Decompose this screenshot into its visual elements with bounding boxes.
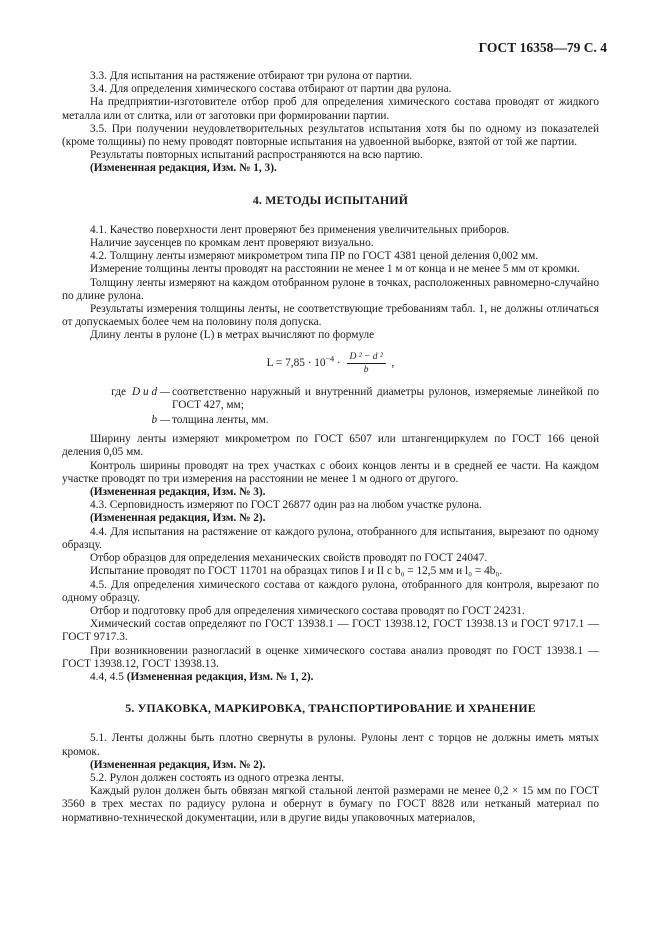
edition-note: (Измененная редакция, Изм. № 1, 2). [126,670,314,683]
paragraph-4-1-burrs: Наличие заусенцев по кромкам лент проверяют визуально. [90,237,374,250]
formula-end: , [388,356,395,369]
edition-note: (Измененная редакция, Изм. № 2). [90,758,266,771]
paragraph-4-4: 4.4. Для испытания на растяжение от каждого рулона, отобранного для испытания, вырезают по одному образцу. [62,525,599,551]
paragraph-4-5-chem: Химический состав определяют по ГОСТ 13938.1 — ГОСТ 13938.12, ГОСТ 13938.13 и ГОСТ 9717.1 — ГОСТ 9717.3. [62,618,599,644]
paragraph-4-4-sampling: Отбор образцов для определения механических свойств проводят по ГОСТ 24047. [90,552,488,565]
edition-note: (Измененная редакция, Изм. № 2). [90,512,266,525]
paragraph-4-4-test: Испытание проводят по ГОСТ 11701 на образцах типов I и II с b₀ = 12,5 мм и l₀ = 4b₀. [90,565,503,578]
section-4-heading: 4. МЕТОДЫ ИСПЫТАНИЙ [252,192,409,207]
edition-note: (Измененная редакция, Изм. № 1, 3). [90,162,277,175]
paragraph-4-2-width-control: Контроль ширины проводят на трех участках с обоих концов ленты и в средней ее части. На каждом участке проводят по три измерения на расстоянии не менее 1 м одного от другого. [62,459,599,485]
paragraph-4-2-points: Толщину ленты измеряют на каждом отобранном рулоне в точках, расположенных равномерно-случайно по длине рулона. [62,276,599,302]
paragraph-5-2: 5.2. Рулон должен состоять из одного отрезка ленты. [90,771,345,784]
section-5-heading: 5. УПАКОВКА, МАРКИРОВКА, ТРАНСПОРТИРОВАНИЕ И ХРАНЕНИЕ [125,701,536,716]
page-header: ГОСТ 16358—79 С. 4 [478,40,607,55]
formula-dot: · [334,356,344,369]
legend-row-diameters [62,386,599,412]
paragraph-3-5: 3.5. При получении неудовлетворительных результатов испытания хотя бы по одному из показателей (кроме толщины) по нему проводят повторные испытания на удвоенной выборке, взятой от той же партии. [62,122,599,149]
paragraph-4-2: 4.2. Толщину ленты измеряют микрометром типа ПР по ГОСТ 4381 ценой деления 0,002 мм. [90,250,539,263]
paragraph-4-5: 4.5. Для определения химического состава от каждого рулона, отобранного для контроля, вырезают по одному образцу. [62,578,599,604]
formula-numerator: D ² − d ² [347,351,386,364]
paragraph-4-2-distance: Измерение толщины ленты проводят на расстоянии не менее 1 м от конца и не менее 5 мм от кромки. [90,263,580,276]
paragraph-4-2-width: Ширину ленты измеряют микрометром по ГОСТ 6507 или штангенциркулем по ГОСТ 166 ценой деления 0,05 мм. [62,433,599,459]
paragraph-3-3: 3.3. Для испытания на растяжение отбирают три рулона от партии. [90,70,413,82]
edition-note: (Измененная редакция, Изм. № 3). [90,486,266,499]
edition-ref: 4.4, 4.5 [90,670,124,683]
formula-exponent: −4 [325,353,335,363]
formula-left: L = 7,85 · 10 [266,356,326,369]
paragraph-4-2-length: Длину ленты в рулоне (L) в метрах вычисляют по формуле [90,329,375,342]
legend-key-thickness: b — [151,414,170,427]
legend-where-word: где [111,385,127,398]
formula-legend [62,386,599,428]
edition-note-row [62,671,599,684]
paragraph-3-4: 3.4. Для определения химического состава отбирают от партии два рулона. [90,83,452,96]
paragraph-5-1: 5.1. Ленты должны быть плотно свернуты в рулоны. Рулоны лент с торцов не должны иметь мятых кромок. [62,732,599,758]
formula-denominator: b [363,364,369,375]
paragraph-4-2-results: Результаты измерения толщины ленты, не соответствующие требованиям табл. 1, не должны отличаться от допускаемых более чем на половину поля допуска. [62,303,599,329]
paragraph-5-2-packing: Каждый рулон должен быть обвязан мягкой стальной лентой размерами не менее 0,2 × 15 мм по ГОСТ 3560 в трех местах по радиусу рулона и обернут в бумагу по ГОСТ 8828 или нетканый материал по нормативно-технической документации, или в другие виды упаковочных материалов, [62,785,599,824]
formula-fraction [347,351,386,376]
document-body [62,70,599,825]
paragraph-4-5-prep: Отбор и подготовку проб для определения химического состава проводят по ГОСТ 24231. [90,604,525,617]
legend-row-thickness [62,414,599,427]
paragraph-4-1: 4.1. Качество поверхности лент проверяют без применения увеличительных приборов. [90,223,510,236]
paragraph-4-5-dispute: При возникновении разногласий в оценке химического состава анализ проводят по ГОСТ 13938.1 — ГОСТ 13938.12, ГОСТ 13938.13. [62,644,599,670]
legend-value-diameters: соответственно наружный и внутренний диаметры рулонов, измеряемые линейкой по ГОСТ 427, мм; [172,385,599,411]
paragraph-4-3: 4.3. Серповидность измеряют по ГОСТ 26877 один раз на любом участке рулона. [90,499,482,512]
paragraph-3-4-sampling: На предприятии-изготовителе отбор проб для определения химического состава проводят от жидкого металла или от слитка, или от заготовки при формировании партии. [62,96,599,122]
paragraph-3-5-results: Результаты повторных испытаний распространяются на всю партию. [90,149,423,162]
legend-key-diameters [62,386,172,412]
length-formula [62,351,599,376]
legend-key-text: D и d — [132,385,170,398]
legend-value-thickness: толщина ленты, мм. [172,414,269,427]
